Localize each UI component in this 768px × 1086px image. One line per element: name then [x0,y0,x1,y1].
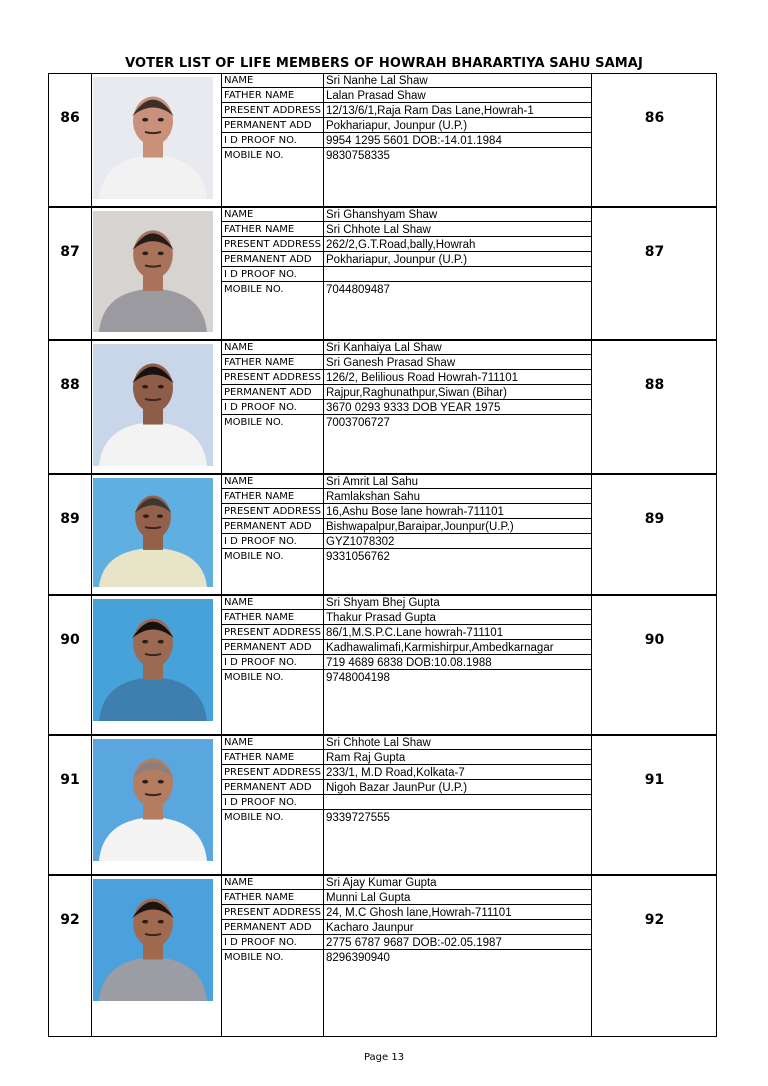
field-value-mobile: 9331056762 [326,551,390,563]
field-label-mobile: MOBILE NO. [224,150,284,161]
serial-number-right: 91 [644,772,665,788]
member-row [48,875,717,1037]
field-label-name: NAME [224,75,254,86]
column-divider [591,341,592,473]
field-value-mobile: 7003706727 [326,417,390,429]
field-label-present-address: PRESENT ADDRESS [224,239,321,250]
field-label-permanent-address: PERMANENT ADD [224,782,312,793]
field-value-permanent-address: Bishwapalpur,Baraipar,Jounpur(U.P.) [326,521,514,533]
page-title: VOTER LIST OF LIFE MEMBERS OF HOWRAH BHARARTIYA SAHU SAMAJ [125,56,643,71]
field-label-id-proof: I D PROOF NO. [224,536,297,547]
member-row [48,207,717,340]
field-label-permanent-address: PERMANENT ADD [224,922,312,933]
field-value-father-name: Sri Chhote Lal Shaw [326,224,431,236]
column-divider [91,475,92,594]
portrait-image [93,879,213,1001]
field-value-name: Sri Kanhaiya Lal Shaw [326,342,442,354]
column-divider [91,876,92,1036]
field-value-permanent-address: Kacharo Jaunpur [326,922,414,934]
field-label-present-address: PRESENT ADDRESS [224,907,321,918]
member-photo [93,478,213,587]
serial-number: 87 [60,244,80,260]
field-value-name: Sri Ghanshyam Shaw [326,209,438,221]
column-divider [591,876,592,1036]
field-value-name: Sri Nanhe Lal Shaw [326,75,428,87]
field-label-present-address: PRESENT ADDRESS [224,767,321,778]
field-value-mobile: 7044809487 [326,284,390,296]
column-divider [221,475,222,594]
portrait-image [93,77,213,199]
field-value-present-address: 262/2,G.T.Road,bally,Howrah [326,239,476,251]
field-value-present-address: 24, M.C Ghosh lane,Howrah-711101 [326,907,512,919]
field-label-id-proof: I D PROOF NO. [224,657,297,668]
serial-number: 91 [60,772,80,788]
column-divider [323,74,324,206]
field-label-id-proof: I D PROOF NO. [224,402,297,413]
column-divider [221,876,222,1036]
member-photo [93,599,213,721]
field-label-father-name: FATHER NAME [224,892,295,903]
field-label-mobile: MOBILE NO. [224,812,284,823]
portrait-image [93,344,213,466]
column-divider [221,208,222,339]
field-value-id-proof: 9954 1295 5601 DOB:-14.01.1984 [326,135,502,147]
member-row [48,735,717,875]
portrait-image [93,478,213,587]
column-divider [91,74,92,206]
field-label-present-address: PRESENT ADDRESS [224,105,321,116]
column-divider [591,475,592,594]
field-value-permanent-address: Rajpur,Raghunathpur,Siwan (Bihar) [326,387,507,399]
column-divider [591,596,592,734]
column-divider [591,736,592,874]
field-value-id-proof: 2775 6787 9687 DOB:-02.05.1987 [326,937,502,949]
member-photo [93,879,213,1001]
field-value-present-address: 16,Ashu Bose lane howrah-711101 [326,506,504,518]
field-label-permanent-address: PERMANENT ADD [224,387,312,398]
serial-number: 86 [60,110,80,126]
field-value-father-name: Thakur Prasad Gupta [326,612,436,624]
field-label-father-name: FATHER NAME [224,224,295,235]
field-label-id-proof: I D PROOF NO. [224,797,297,808]
field-label-father-name: FATHER NAME [224,357,295,368]
field-value-present-address: 86/1,M.S.P.C.Lane howrah-711101 [326,627,504,639]
serial-number: 90 [60,632,80,648]
member-photo [93,211,213,332]
member-row [48,474,717,595]
field-label-father-name: FATHER NAME [224,612,295,623]
column-divider [91,341,92,473]
serial-number: 92 [60,912,80,928]
field-label-permanent-address: PERMANENT ADD [224,521,312,532]
field-label-father-name: FATHER NAME [224,491,295,502]
field-label-id-proof: I D PROOF NO. [224,269,297,280]
field-value-mobile: 9748004198 [326,672,390,684]
field-label-father-name: FATHER NAME [224,90,295,101]
column-divider [221,74,222,206]
column-divider [591,74,592,206]
column-divider [91,208,92,339]
serial-number-right: 89 [644,511,665,527]
field-label-present-address: PRESENT ADDRESS [224,372,321,383]
member-photo [93,739,213,861]
page-number: Page 13 [363,1052,405,1063]
field-label-permanent-address: PERMANENT ADD [224,254,312,265]
field-label-mobile: MOBILE NO. [224,551,284,562]
field-label-name: NAME [224,209,254,220]
field-value-permanent-address: Pokhariapur, Jounpur (U.P.) [326,254,468,266]
member-photo [93,344,213,466]
field-value-id-proof: 3670 0293 9333 DOB YEAR 1975 [326,402,501,414]
field-value-father-name: Sri Ganesh Prasad Shaw [326,357,456,369]
column-divider [91,736,92,874]
field-label-name: NAME [224,737,254,748]
field-label-name: NAME [224,597,254,608]
field-label-permanent-address: PERMANENT ADD [224,642,312,653]
serial-number: 88 [60,377,80,393]
field-value-father-name: Lalan Prasad Shaw [326,90,426,102]
field-value-id-proof: 719 4689 6838 DOB:10.08.1988 [326,657,492,669]
field-value-permanent-address: Nigoh Bazar JaunPur (U.P.) [326,782,468,794]
field-label-id-proof: I D PROOF NO. [224,135,297,146]
field-value-mobile: 8296390940 [326,952,390,964]
field-value-father-name: Munni Lal Gupta [326,892,411,904]
field-value-mobile: 9339727555 [326,812,390,824]
portrait-image [93,599,213,721]
column-divider [221,341,222,473]
serial-number-right: 87 [644,244,665,260]
field-value-present-address: 12/13/6/1,Raja Ram Das Lane,Howrah-1 [326,105,534,117]
field-value-father-name: Ramlakshan Sahu [326,491,420,503]
field-value-permanent-address: Pokhariapur, Jounpur (U.P.) [326,120,468,132]
field-value-id-proof: GYZ1078302 [326,536,395,548]
field-label-name: NAME [224,877,254,888]
field-label-id-proof: I D PROOF NO. [224,937,297,948]
column-divider [221,596,222,734]
column-divider [323,475,324,594]
field-label-mobile: MOBILE NO. [224,672,284,683]
serial-number-right: 92 [644,912,665,928]
field-value-name: Sri Ajay Kumar Gupta [326,877,437,889]
column-divider [323,596,324,734]
field-value-mobile: 9830758335 [326,150,390,162]
field-label-name: NAME [224,342,254,353]
field-value-name: Sri Chhote Lal Shaw [326,737,431,749]
column-divider [323,208,324,339]
field-label-present-address: PRESENT ADDRESS [224,506,321,517]
member-photo [93,77,213,199]
column-divider [323,341,324,473]
serial-number: 89 [60,511,80,527]
member-row [48,340,717,474]
column-divider [91,596,92,734]
serial-number-right: 90 [644,632,665,648]
field-value-father-name: Ram Raj Gupta [326,752,406,764]
field-label-present-address: PRESENT ADDRESS [224,627,321,638]
field-label-mobile: MOBILE NO. [224,417,284,428]
field-label-father-name: FATHER NAME [224,752,295,763]
field-label-permanent-address: PERMANENT ADD [224,120,312,131]
field-value-name: Sri Amrit Lal Sahu [326,476,419,488]
field-value-present-address: 233/1, M.D Road,Kolkata-7 [326,767,465,779]
field-value-permanent-address: Kadhawalimafi,Karmishirpur,Ambedkarnagar [326,642,554,654]
portrait-image [93,739,213,861]
field-label-name: NAME [224,476,254,487]
field-label-mobile: MOBILE NO. [224,952,284,963]
member-row [48,73,717,207]
serial-number-right: 88 [644,377,665,393]
column-divider [323,876,324,1036]
field-value-name: Sri Shyam Bhej Gupta [326,597,440,609]
field-label-mobile: MOBILE NO. [224,284,284,295]
portrait-image [93,211,213,332]
column-divider [221,736,222,874]
member-row [48,595,717,735]
serial-number-right: 86 [644,110,665,126]
field-value-present-address: 126/2, Belilious Road Howrah-711101 [326,372,519,384]
column-divider [591,208,592,339]
column-divider [323,736,324,874]
